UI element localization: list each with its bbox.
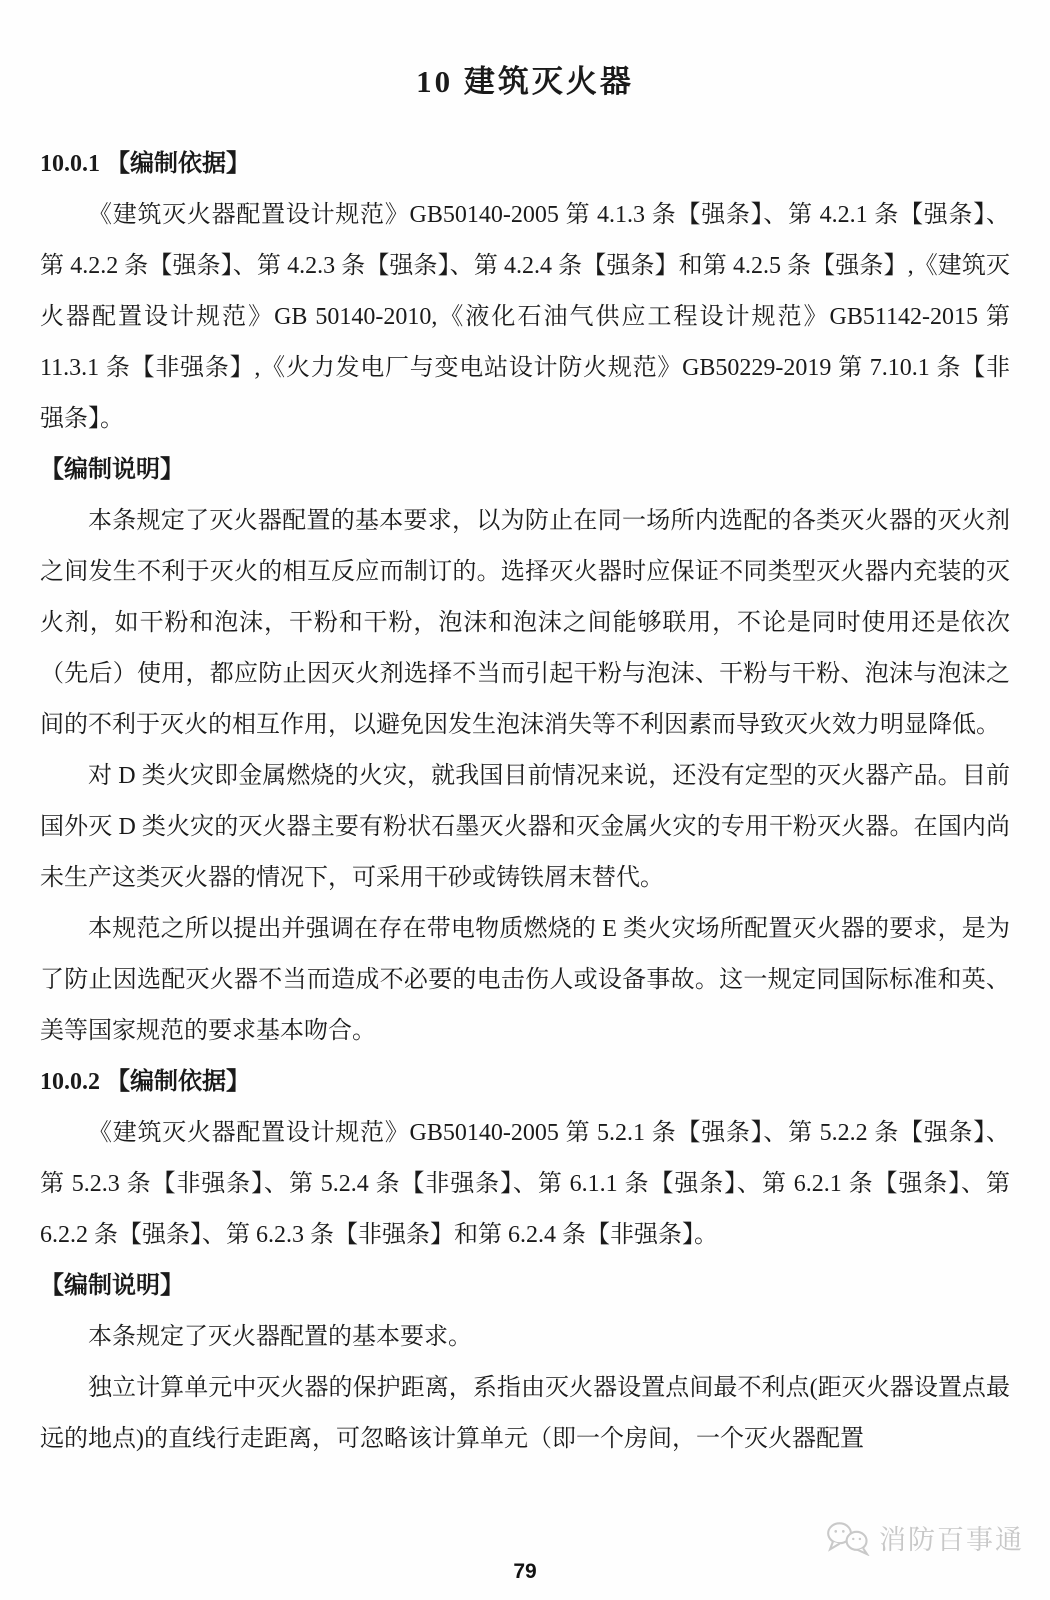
body-paragraph: 本条规定了灭火器配置的基本要求。: [88, 1324, 472, 1350]
document-body: [0, 139, 1050, 1465]
body-paragraph: 本条规定了灭火器配置的基本要求，以为防止在同一场所内选配的各类灭火器的灭火剂之间发生不利于灭火的相互反应而制订的。选择灭火器时应保证不同类型灭火器内充装的灭火剂，如干粉和泡沫，干粉和干粉，泡沫和泡沫之间能够联用，不论是同时使用还是依次（先后）使用，都应防止因灭火剂选择不当而引起干粉与泡沫、干粉与干粉、泡沫与泡沫之间的不利于灭火的相互作用，以避免因发生泡沫消失等不利因素而导致灭火效力明显降低。: [40, 508, 1010, 738]
body-paragraph: 独立计算单元中灭火器的保护距离，系指由灭火器设置点间最不利点(距灭火器设置点最远的地点)的直线行走距离，可忽略该计算单元（即一个房间，一个灭火器配置: [40, 1375, 1010, 1452]
watermark: [825, 1518, 1024, 1557]
chat-bubbles-logo-icon: [825, 1520, 873, 1556]
section-heading-10-0-2: 10.0.2 【编制依据】: [40, 1069, 250, 1095]
watermark-text: 消防百事通: [879, 1525, 1024, 1555]
section-heading-10-0-1: 10.0.1 【编制依据】: [40, 151, 250, 177]
section-heading-notes: 【编制说明】: [40, 457, 184, 483]
body-paragraph: 《建筑灭火器配置设计规范》GB50140-2005 第 4.1.3 条【强条】、第 4.2.1 条【强条】、第 4.2.2 条【强条】、第 4.2.3 条【强条】、第 4.2.4 条【强条】和第 4.2.5 条【强条】,《建筑灭火器配置设计规范》GB 50140-2010,《液化石油气供应工程设计规范》GB51142-2015 第 11.3.1 条【非强条】,《火力发电厂与变电站设计防火规范》GB50229-2019 第 7.10.1 条【非强条】。: [40, 202, 1010, 432]
body-paragraph: 《建筑灭火器配置设计规范》GB50140-2005 第 5.2.1 条【强条】、第 5.2.2 条【强条】、第 5.2.3 条【非强条】、第 5.2.4 条【非强条】、第 6.1.1 条【强条】、第 6.2.1 条【强条】、第 6.2.2 条【强条】、第 6.2.3 条【非强条】和第 6.2.4 条【非强条】。: [40, 1120, 1010, 1248]
page-number: 79: [513, 1560, 537, 1583]
body-paragraph: 本规范之所以提出并强调在存在带电物质燃烧的 E 类火灾场所配置灭火器的要求，是为了防止因选配灭火器不当而造成不必要的电击伤人或设备事故。这一规定同国际标准和英、美等国家规范的要求基本吻合。: [40, 916, 1010, 1044]
body-paragraph: 对 D 类火灾即金属燃烧的火灾，就我国目前情况来说，还没有定型的灭火器产品。目前国外灭 D 类火灾的灭火器主要有粉状石墨灭火器和灭金属火灾的专用干粉灭火器。在国内尚未生产这类灭火器的情况下，可采用干砂或铸铁屑末替代。: [40, 763, 1010, 891]
section-heading-notes: 【编制说明】: [40, 1273, 184, 1299]
page-title: 10 建筑灭火器: [416, 64, 634, 99]
